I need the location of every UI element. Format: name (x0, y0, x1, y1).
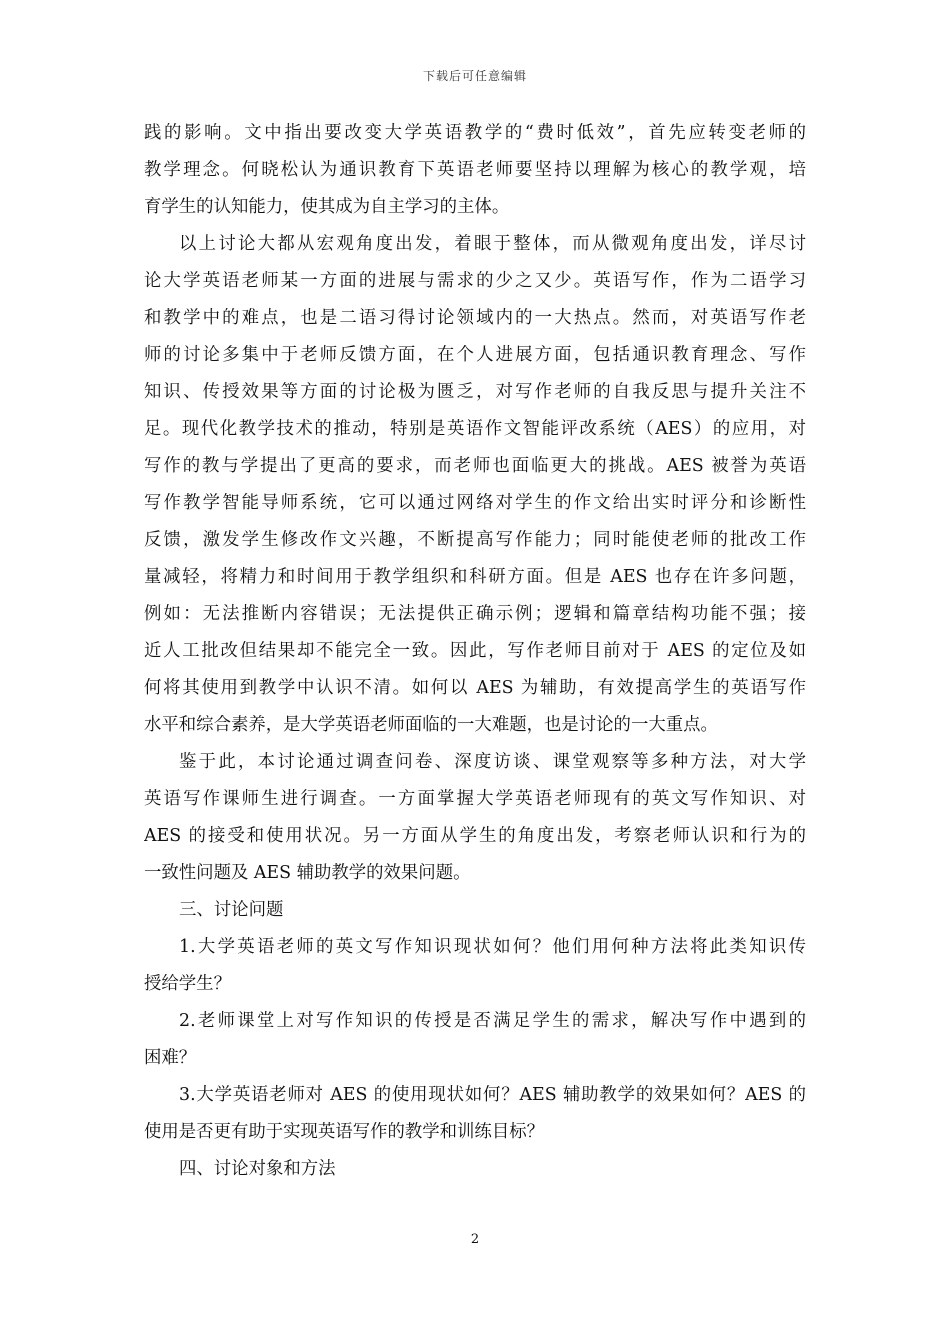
text-line: 近人工批改但结果却不能完全一致。因此，写作老师目前对于 AES 的定位及如 (144, 641, 806, 661)
text-line: 师的讨论多集中于老师反馈方面，在个人进展方面，包括通识教育理念、写作 (144, 345, 806, 365)
text-line: 英语写作课师生进行调查。一方面掌握大学英语老师现有的英文写作知识、对 (144, 789, 806, 809)
text-line: 写作教学智能导师系统，它可以通过网络对学生的作文给出实时评分和诊断性 (144, 493, 806, 513)
text-line: 和教学中的难点，也是二语习得讨论领域内的一大热点。然而，对英语写作老 (144, 308, 806, 328)
section-heading: 四、讨论对象和方法 (179, 1159, 336, 1179)
question-item: 2.老师课堂上对写作知识的传授是否满足学生的需求，解决写作中遇到的 (179, 1011, 806, 1031)
text-line: 量减轻，将精力和时间用于教学组织和科研方面。但是 AES 也存在许多问题， (144, 567, 806, 587)
text-line: 论大学英语老师某一方面的进展与需求的少之又少。英语写作，作为二语学习 (144, 271, 806, 291)
text-line: AES 的接受和使用状况。另一方面从学生的角度出发，考察老师认识和行为的 (144, 826, 806, 846)
section-heading: 三、讨论问题 (179, 900, 284, 920)
page-number: 2 (470, 1232, 480, 1247)
text-line: 困难？ (144, 1048, 197, 1068)
text-line: 授给学生？ (144, 974, 231, 994)
text-line: 鉴于此，本讨论通过调查问卷、深度访谈、课堂观察等多种方法，对大学 (179, 752, 806, 772)
body-text (144, 122, 806, 1195)
question-item: 1.大学英语老师的英文写作知识现状如何？他们用何种方法将此类知识传 (179, 937, 806, 957)
text-line: 使用是否更有助于实现英语写作的教学和训练目标？ (144, 1122, 544, 1142)
text-line: 以上讨论大都从宏观角度出发，着眼于整体，而从微观角度出发，详尽讨 (179, 234, 806, 254)
question-item: 3.大学英语老师对 AES 的使用现状如何？AES 辅助教学的效果如何？AES 的 (179, 1085, 806, 1105)
text-line: 例如：无法推断内容错误；无法提供正确示例；逻辑和篇章结构功能不强；接 (144, 604, 806, 624)
text-line: 足。现代化教学技术的推动，特别是英语作文智能评改系统（AES）的应用，对 (144, 419, 806, 439)
text-line: 一致性问题及 AES 辅助教学的效果问题。 (144, 863, 471, 883)
page-header: 下载后可任意编辑 (422, 69, 527, 83)
text-line: 育学生的认知能力，使其成为自主学习的主体。 (144, 197, 510, 217)
text-line: 水平和综合素养，是大学英语老师面临的一大难题，也是讨论的一大重点。 (144, 715, 718, 735)
text-line: 知识、传授效果等方面的讨论极为匮乏，对写作老师的自我反思与提升关注不 (144, 382, 806, 402)
text-line: 教学理念。何晓松认为通识教育下英语老师要坚持以理解为核心的教学观，培 (144, 160, 806, 180)
text-line: 写作的教与学提出了更高的要求，而老师也面临更大的挑战。AES 被誉为英语 (144, 456, 806, 476)
text-line: 践的影响。文中指出要改变大学英语教学的“费时低效”，首先应转变老师的 (144, 123, 806, 143)
text-line: 反馈，激发学生修改作文兴趣，不断提高写作能力；同时能使老师的批改工作 (144, 530, 806, 550)
text-line: 何将其使用到教学中认识不清。如何以 AES 为辅助，有效提高学生的英语写作 (144, 678, 806, 698)
